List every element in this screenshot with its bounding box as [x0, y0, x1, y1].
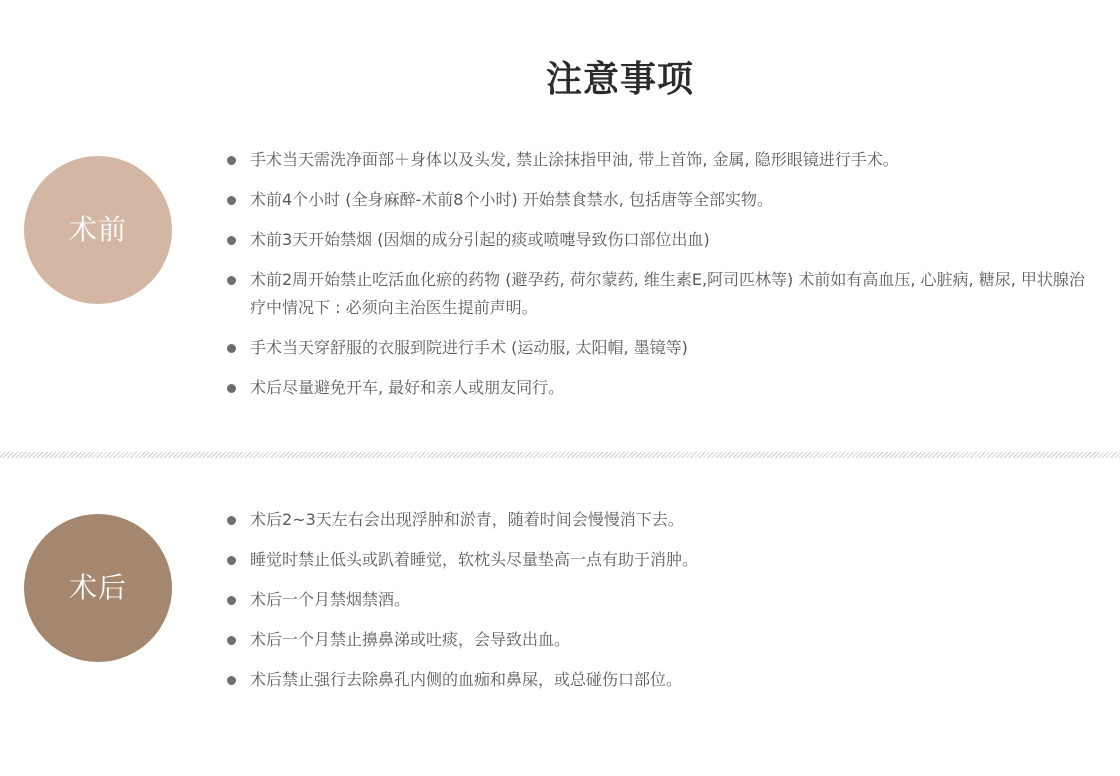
- list-item-text: 术前4个小时 (全身麻醉-术前8个小时) 开始禁食禁水, 包括唐等全部实物。: [250, 190, 773, 209]
- bullet-icon: [227, 516, 236, 525]
- list-item-text: 术后尽量避免开车, 最好和亲人或朋友同行。: [250, 378, 565, 397]
- list-item-text: 术后一个月禁止擤鼻涕或吐痰，会导致出血。: [250, 630, 571, 649]
- list-item: [226, 546, 1086, 574]
- bullet-icon: [227, 236, 236, 245]
- post-op-list: [226, 506, 1086, 706]
- bullet-icon: [227, 276, 236, 285]
- list-item: [226, 586, 1086, 614]
- list-item: [226, 626, 1086, 654]
- bullet-icon: [227, 636, 236, 645]
- post-op-badge: 术后: [24, 514, 172, 662]
- bullet-icon: [227, 384, 236, 393]
- pre-op-list: [226, 146, 1086, 414]
- list-item: [226, 506, 1086, 534]
- bullet-icon: [227, 196, 236, 205]
- pre-op-badge: 术前: [24, 156, 172, 304]
- bullet-icon: [227, 556, 236, 565]
- list-item: [226, 186, 1086, 214]
- list-item: [226, 334, 1086, 362]
- list-item-text: 术后2~3天左右会出现浮肿和淤青，随着时间会慢慢消下去。: [250, 510, 684, 529]
- list-item: [226, 226, 1086, 254]
- bullet-icon: [227, 596, 236, 605]
- section-divider: [0, 452, 1120, 458]
- list-item-text: 手术当天需洗净面部＋身体以及头发, 禁止涂抹指甲油, 带上首饰, 金属, 隐形眼镜进行手术。: [250, 150, 899, 169]
- list-item: [226, 266, 1086, 322]
- list-item-text: 术前2周开始禁止吃活血化瘀的药物 (避孕药, 荷尔蒙药, 维生素E,阿司匹林等) 术前如有高血压, 心脏病, 糖尿, 甲状腺治疗中情况下 : 必须向主治医生提前声明。: [250, 270, 1085, 317]
- list-item: [226, 146, 1086, 174]
- bullet-icon: [227, 156, 236, 165]
- list-item-text: 术前3天开始禁烟 (因烟的成分引起的痰或喷嚏导致伤口部位出血): [250, 230, 710, 249]
- bullet-icon: [227, 344, 236, 353]
- list-item-text: 术后禁止强行去除鼻孔内侧的血痂和鼻屎，或总碰伤口部位。: [250, 670, 683, 689]
- list-item-text: 术后一个月禁烟禁酒。: [250, 590, 411, 609]
- bullet-icon: [227, 676, 236, 685]
- list-item: [226, 666, 1086, 694]
- page-title: 注意事项: [545, 59, 694, 100]
- list-item-text: 睡觉时禁止低头或趴着睡觉，软枕头尽量垫高一点有助于消肿。: [250, 550, 699, 569]
- list-item-text: 手术当天穿舒服的衣服到院进行手术 (运动服, 太阳帽, 墨镜等): [250, 338, 688, 357]
- list-item: [226, 374, 1086, 402]
